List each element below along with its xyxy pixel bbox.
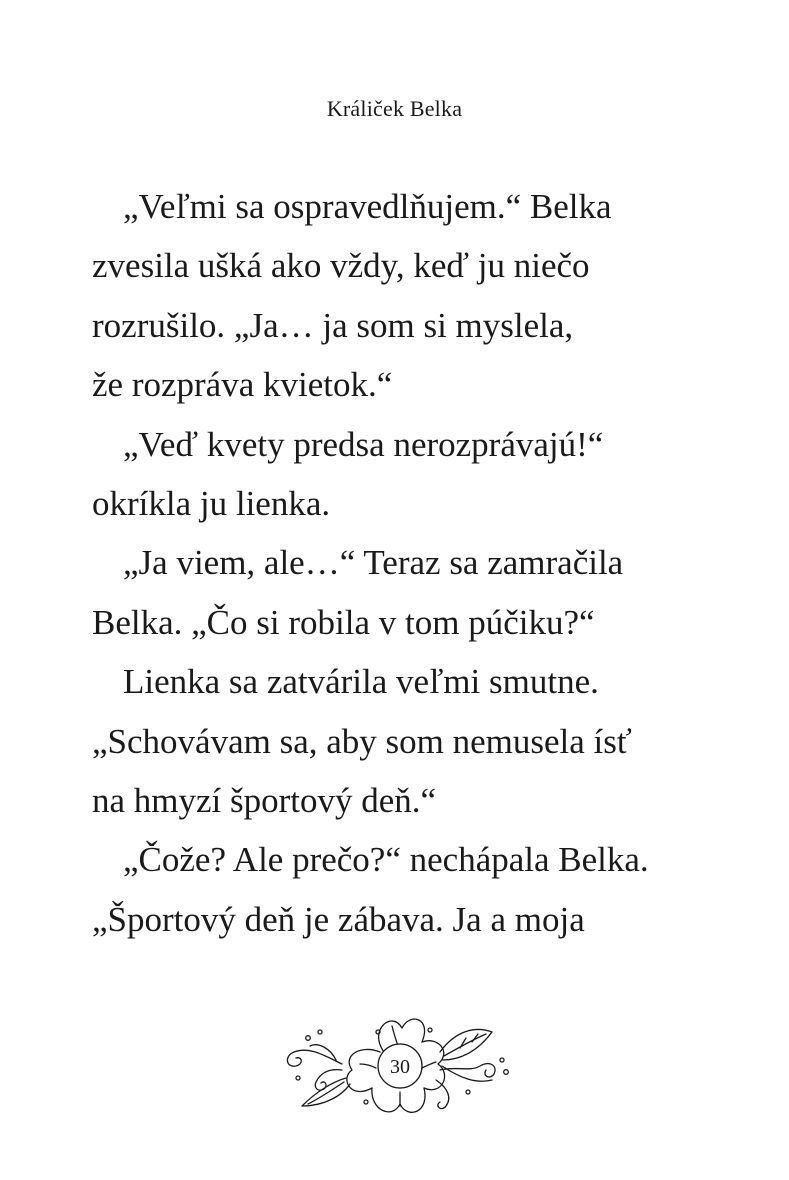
text-line: „Športový deň je zábava. Ja a moja <box>92 899 585 939</box>
text-line: zvesila ušká ako vždy, keď ju niečo <box>92 246 590 286</box>
text-line: Lienka sa zatvárila veľmi smutne. <box>123 662 599 702</box>
text-line: „Veď kvety predsa nerozprávajú!“ <box>123 424 604 464</box>
text-line: Belka. „Čo si robila v tom púčiku?“ <box>92 602 595 642</box>
text-line: rozrušilo. „Ja… ja som si myslela, <box>92 305 574 345</box>
running-head-title: Králiček Belka <box>326 96 463 121</box>
text-line: že rozpráva kvietok.“ <box>92 365 393 405</box>
text-line: „Ja viem, ale…“ Teraz sa zamračila <box>123 543 624 583</box>
page-folio <box>280 1008 520 1128</box>
text-line: okríkla ju lienka. <box>92 483 331 523</box>
text-line: na hmyzí športový deň.“ <box>92 780 437 820</box>
page-number: 30 <box>390 1056 410 1078</box>
text-line: „Čože? Ale prečo?“ nechápala Belka. <box>123 840 649 880</box>
text-line: „Veľmi sa ospravedlňujem.“ Belka <box>123 187 612 226</box>
text-line: „Schovávam sa, aby som nemusela ísť <box>92 721 632 761</box>
body-text <box>92 186 712 958</box>
